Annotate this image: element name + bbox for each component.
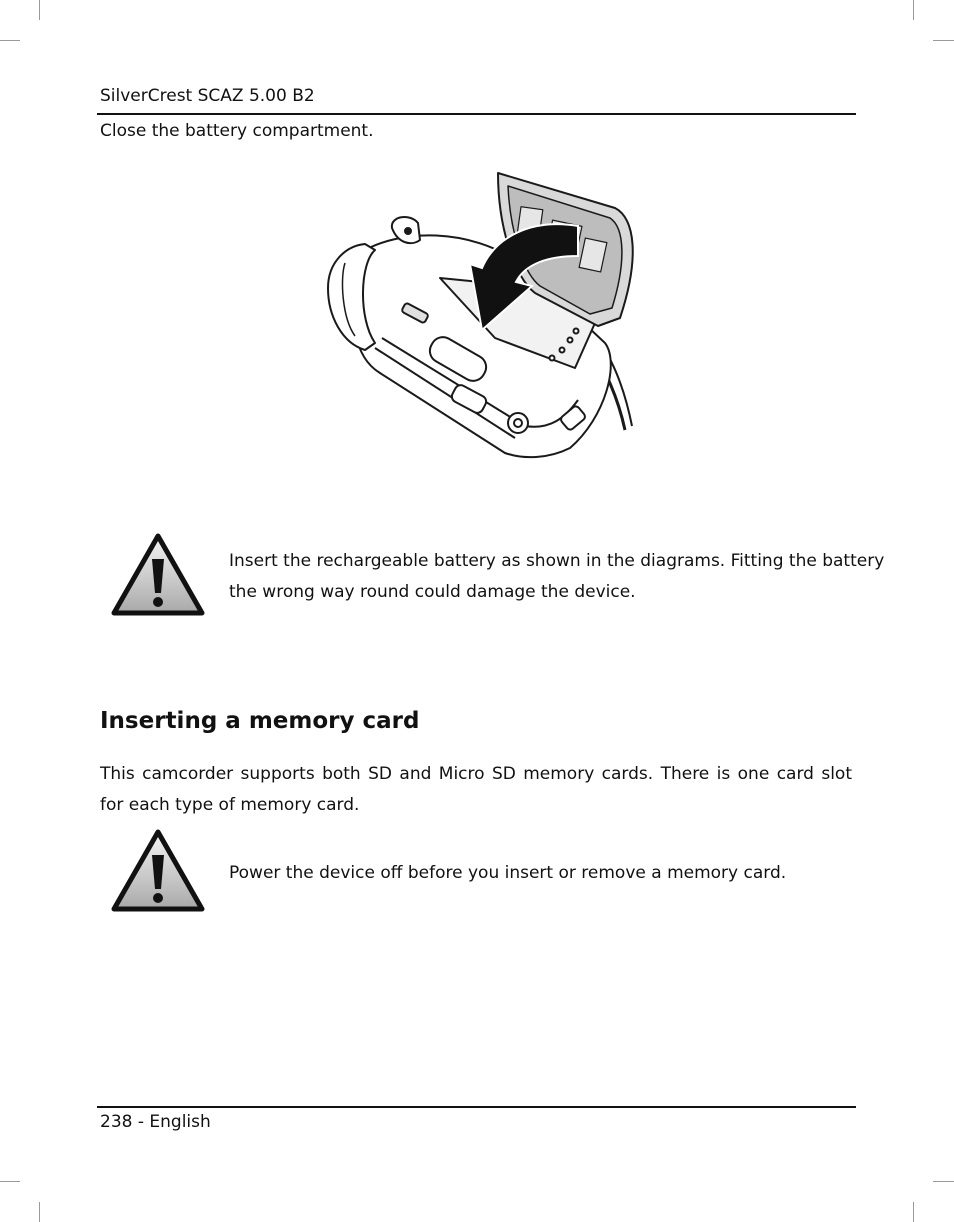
warning-battery-line2: the wrong way round could damage the device. bbox=[229, 582, 636, 602]
section-heading: Inserting a memory card bbox=[100, 708, 420, 734]
crop-mark-bl-v bbox=[39, 1202, 40, 1222]
crop-mark-tl-h bbox=[0, 40, 20, 41]
camcorder-battery-compartment-illustration bbox=[320, 168, 640, 463]
warning-battery-line1: Insert the rechargeable battery as shown in the diagrams. Fitting the battery bbox=[229, 551, 885, 571]
crop-mark-tr-h bbox=[933, 40, 954, 41]
header-rule bbox=[97, 113, 856, 115]
warning-card: Power the device off before you insert or remove a memory card. bbox=[229, 863, 787, 883]
page-number: 238 - English bbox=[100, 1112, 211, 1132]
footer-rule bbox=[97, 1106, 856, 1108]
crop-mark-tr-v bbox=[913, 0, 914, 20]
crop-mark-br-v bbox=[913, 1202, 914, 1222]
warning-triangle-icon bbox=[111, 829, 205, 913]
crop-mark-bl-h bbox=[0, 1181, 20, 1182]
running-header: SilverCrest SCAZ 5.00 B2 bbox=[100, 86, 315, 106]
step-text: Close the battery compartment. bbox=[100, 121, 374, 141]
warning-triangle-icon bbox=[111, 533, 205, 617]
crop-mark-br-h bbox=[933, 1181, 954, 1182]
crop-mark-tl-v bbox=[39, 0, 40, 20]
body-paragraph: This camcorder supports both SD and Micro SD memory cards. There is one card slot for each type of memory card. bbox=[100, 764, 852, 815]
